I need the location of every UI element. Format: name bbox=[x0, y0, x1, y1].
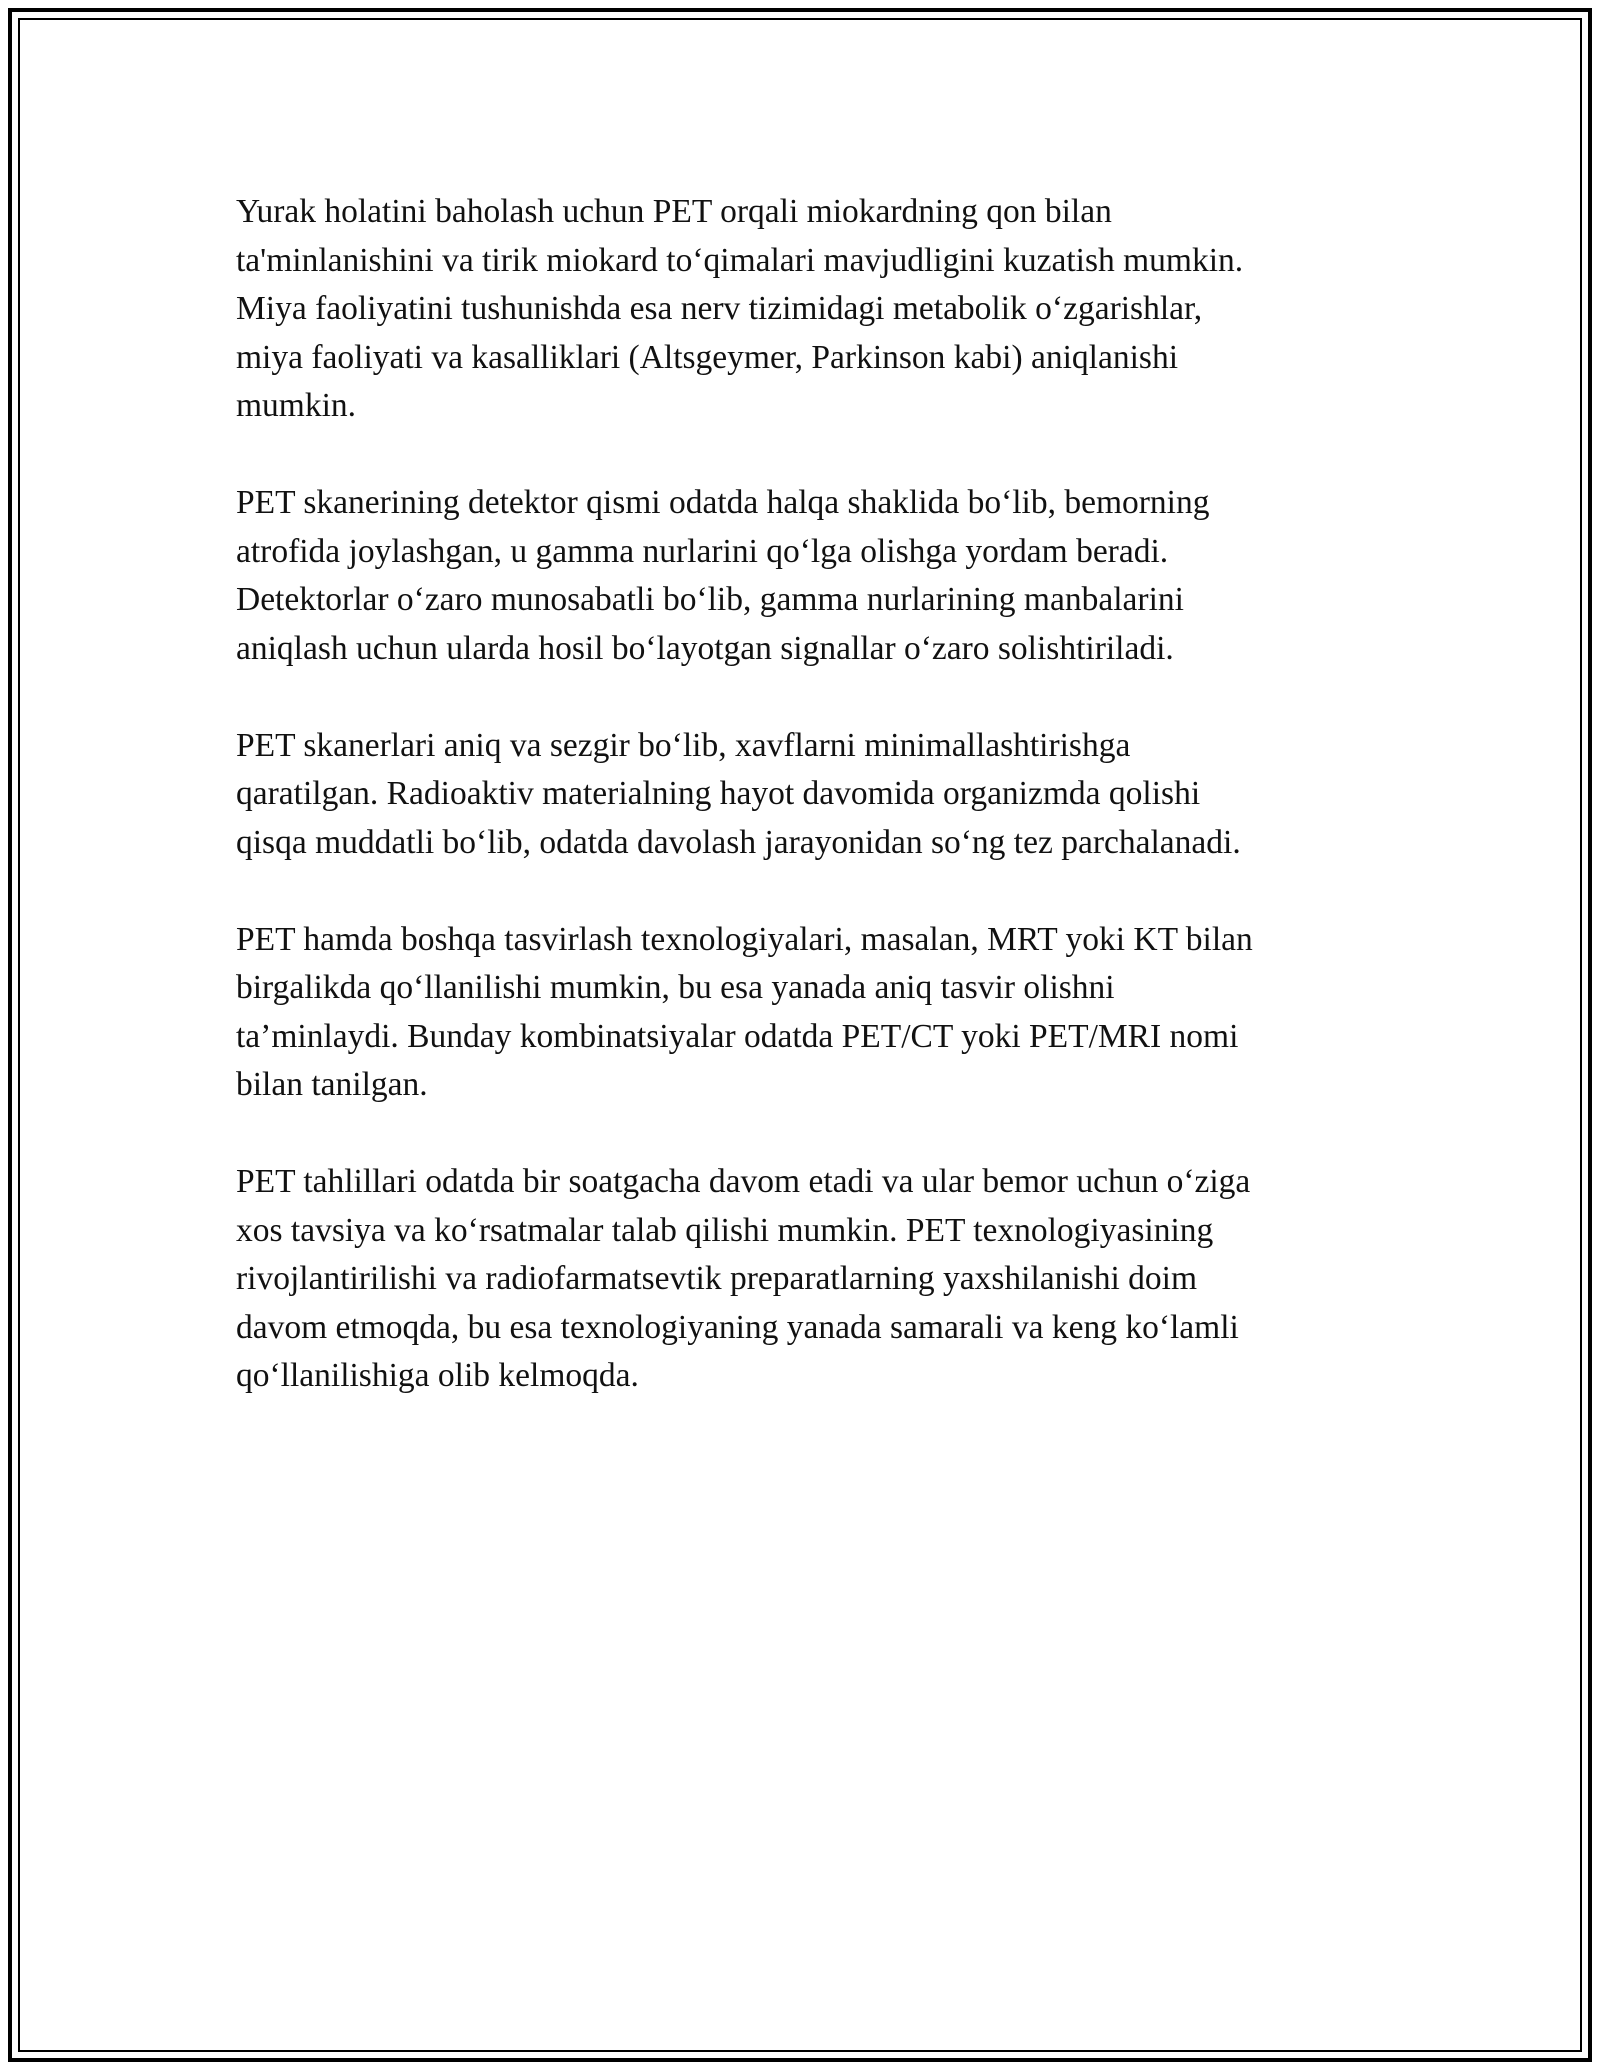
paragraph-3 bbox=[236, 722, 1366, 868]
paragraph-1 bbox=[236, 188, 1366, 431]
text-line: PET hamda boshqa tasvirlash texnologiyalari, masalan, MRT yoki KT bilan bbox=[236, 920, 1253, 958]
text-line: miya faoliyati va kasalliklari (Altsgeymer, Parkinson kabi) aniqlanishi bbox=[236, 338, 1179, 376]
text-line: Miya faoliyatini tushunishda esa nerv tizimidagi metabolik o‘zgarishlar, bbox=[236, 290, 1203, 327]
text-line: Yurak holatini baholash uchun PET orqali miokardning qon bilan bbox=[236, 193, 1112, 230]
document-body bbox=[236, 188, 1366, 1449]
text-line: davom etmoqda, bu esa texnologiyaning yanada samarali va keng ko‘lamli bbox=[236, 1308, 1239, 1346]
text-line: qaratilgan. Radioaktiv materialning hayot davomida organizmda qolishi bbox=[236, 775, 1201, 812]
text-line: aniqlash uchun ularda hosil bo‘layotgan signallar o‘zaro solishtiriladi. bbox=[236, 629, 1174, 667]
text-line: ta’minlaydi. Bunday kombinatsiyalar odatda PET/CT yoki PET/MRI nomi bbox=[236, 1017, 1239, 1055]
text-line: ta'minlanishini va tirik miokard to‘qimalari mavjudligini kuzatish mumkin. bbox=[236, 241, 1244, 279]
text-line: PET tahlillari odatda bir soatgacha davom etadi va ular bemor uchun o‘ziga bbox=[236, 1163, 1251, 1200]
paragraph-5 bbox=[236, 1158, 1366, 1401]
text-line: bilan tanilgan. bbox=[236, 1066, 428, 1103]
text-line: PET skanerlari aniq va sezgir bo‘lib, xavflarni minimallashtirishga bbox=[236, 726, 1131, 764]
text-line: birgalikda qo‘llanilishi mumkin, bu esa yanada aniq tasvir olishni bbox=[236, 969, 1115, 1006]
text-line: qo‘llanilishiga olib kelmoqda. bbox=[236, 1357, 639, 1394]
text-line: atrofida joylashgan, u gamma nurlarini qo‘lga olishga yordam beradi. bbox=[236, 532, 1169, 570]
text-line: rivojlantirilishi va radiofarmatsevtik preparatlarning yaxshilanishi doim bbox=[236, 1260, 1198, 1297]
text-line: Detektorlar o‘zaro munosabatli bo‘lib, gamma nurlarining manbalarini bbox=[236, 581, 1184, 618]
text-line: xos tavsiya va ko‘rsatmalar talab qilishi mumkin. PET texnologiyasining bbox=[236, 1211, 1214, 1249]
text-line: qisqa muddatli bo‘lib, odatda davolash jarayonidan so‘ng tez parchalanadi. bbox=[236, 823, 1241, 861]
text-line: PET skanerining detektor qismi odatda halqa shaklida bo‘lib, bemorning bbox=[236, 484, 1210, 521]
text-line: mumkin. bbox=[236, 387, 357, 424]
paragraph-4 bbox=[236, 916, 1366, 1110]
paragraph-2 bbox=[236, 479, 1366, 673]
